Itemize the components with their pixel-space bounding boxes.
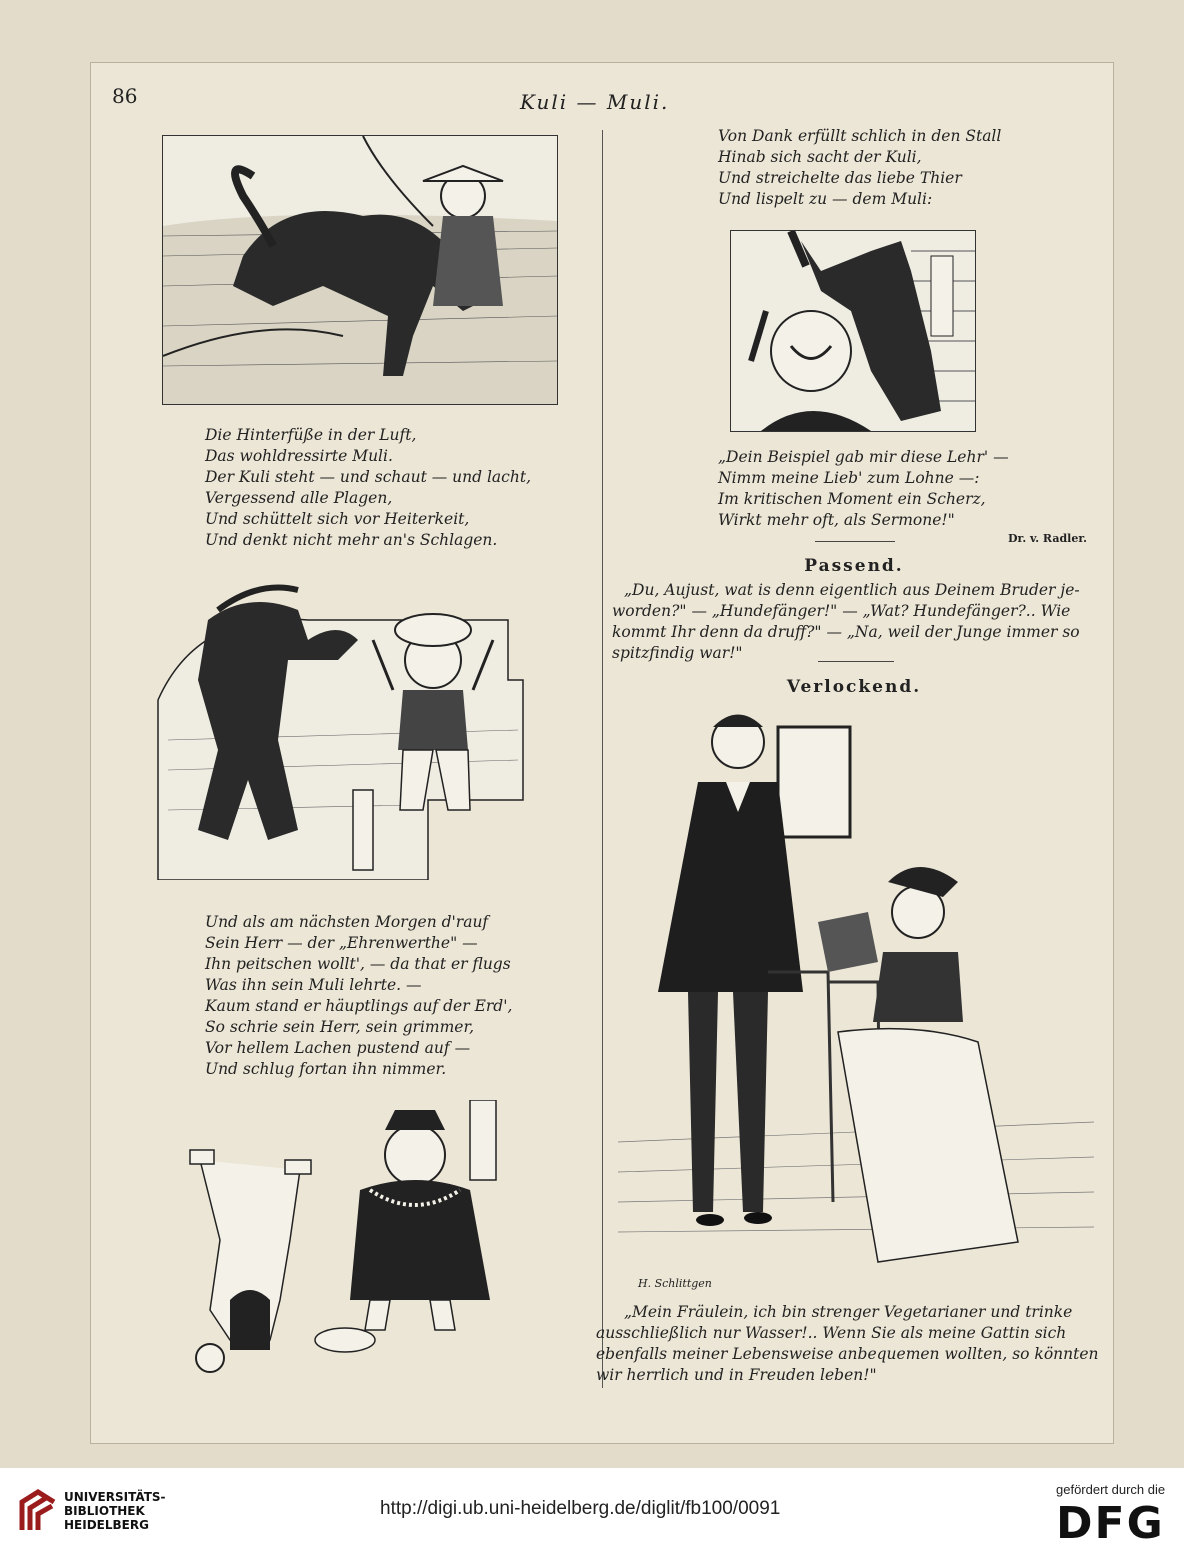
verse-line: Wirkt mehr oft, als Sermone!" [718,511,955,529]
illustration-vegetarian-proposal [618,702,1094,1292]
verse-line: Nimm meine Lieb' zum Lohne —: [718,469,980,487]
section-divider [818,661,894,662]
prose-line: spitzfindig war!" [612,644,743,662]
verse-line: Und denkt nicht mehr an's Schlagen. [205,531,498,549]
viewer-footer [0,1468,1184,1555]
prose-line: ebenfalls meiner Lebensweise anbequemen wollten, so könnten [596,1345,1099,1363]
verse-line: Was ihn sein Muli lehrte. — [205,976,422,994]
stanza-2 [205,912,512,1080]
verse-line: Von Dank erfüllt schlich in den Stall [718,127,1002,145]
illustration-mule-headstand [138,580,564,880]
verse-line: Die Hinterfüße in der Luft, [205,426,417,444]
permalink-url[interactable]: http://digi.ub.uni-heidelberg.de/diglit/fb100/0091 [380,1498,781,1519]
library-name-line: HEIDELBERG [64,1518,149,1532]
verse-line: Vor hellem Lachen pustend auf — [205,1039,471,1057]
university-library-logo-icon [18,1488,58,1534]
stanza-3 [718,126,1001,210]
dfg-logo: DFG [1056,1498,1165,1549]
illustration-kuli-headstand-master [170,1100,510,1380]
verse-line: Der Kuli steht — und schaut — und lacht, [205,468,531,486]
library-name [64,1490,166,1532]
stanza-1 [205,425,531,551]
prose-line: ausschließlich nur Wasser!.. Wenn Sie als meine Gattin sich [596,1324,1067,1342]
verse-line: Sein Herr — der „Ehrenwerthe" — [205,934,478,952]
verse-line: Kaum stand er häuptlings auf der Erd', [205,997,513,1015]
verse-line: Und schüttelt sich vor Heiterkeit, [205,510,470,528]
funding-note: gefördert durch die [1056,1482,1166,1497]
prose-line: kommt Ihr denn da druff?" — „Na, weil der Junge immer so [612,623,1080,641]
page-number: 86 [112,84,138,108]
verse-line: Ihn peitschen wollt', — da that er flugs [205,955,511,973]
illustration-kuli-and-mule-stall [730,230,976,432]
section-divider [815,541,895,542]
verse-line: Hinab sich sacht der Kuli, [718,148,922,166]
verse-line: Und schlug fortan ihn nimmer. [205,1060,447,1078]
verse-line: Und als am nächsten Morgen d'rauf [205,913,489,931]
prose-line: „Mein Fräulein, ich bin strenger Vegetarianer und trinke [624,1303,1073,1321]
verse-line: Und lispelt zu — dem Muli: [718,190,933,208]
prose-line: wir herrlich und in Freuden leben!" [596,1366,877,1384]
library-name-line: UNIVERSITÄTS- [64,1490,166,1504]
section-title-verlockend: Verlockend. [786,677,922,697]
verse-line: Im kritischen Moment ein Scherz, [718,490,986,508]
illustration-kicking-mule [162,135,558,405]
joke-passend-text [612,580,1096,664]
stanza-4 [718,447,1009,531]
verse-line: Das wohldressirte Muli. [205,447,393,465]
library-name-line: BIBLIOTHEK [64,1504,145,1518]
verse-line: Und streichelte das liebe Thier [718,169,962,187]
verse-line: So schrie sein Herr, sein grimmer, [205,1018,475,1036]
artist-signature: H. Schlittgen [638,1277,712,1290]
joke-verlockend-caption [596,1302,1099,1386]
column-divider [602,130,603,1388]
section-title-passend: Passend. [804,556,904,576]
poem-author: Dr. v. Radler. [1008,532,1087,545]
prose-line: „Du, Aujust, wat is denn eigentlich aus Deinem Bruder je- [624,581,1080,599]
verse-line: Vergessend alle Plagen, [205,489,393,507]
running-head: Kuli — Muli. [520,90,670,114]
verse-line: „Dein Beispiel gab mir diese Lehr' — [718,448,1009,466]
prose-line: worden?" — „Hundefänger!" — „Wat? Hundefänger?.. Wie [612,602,1071,620]
